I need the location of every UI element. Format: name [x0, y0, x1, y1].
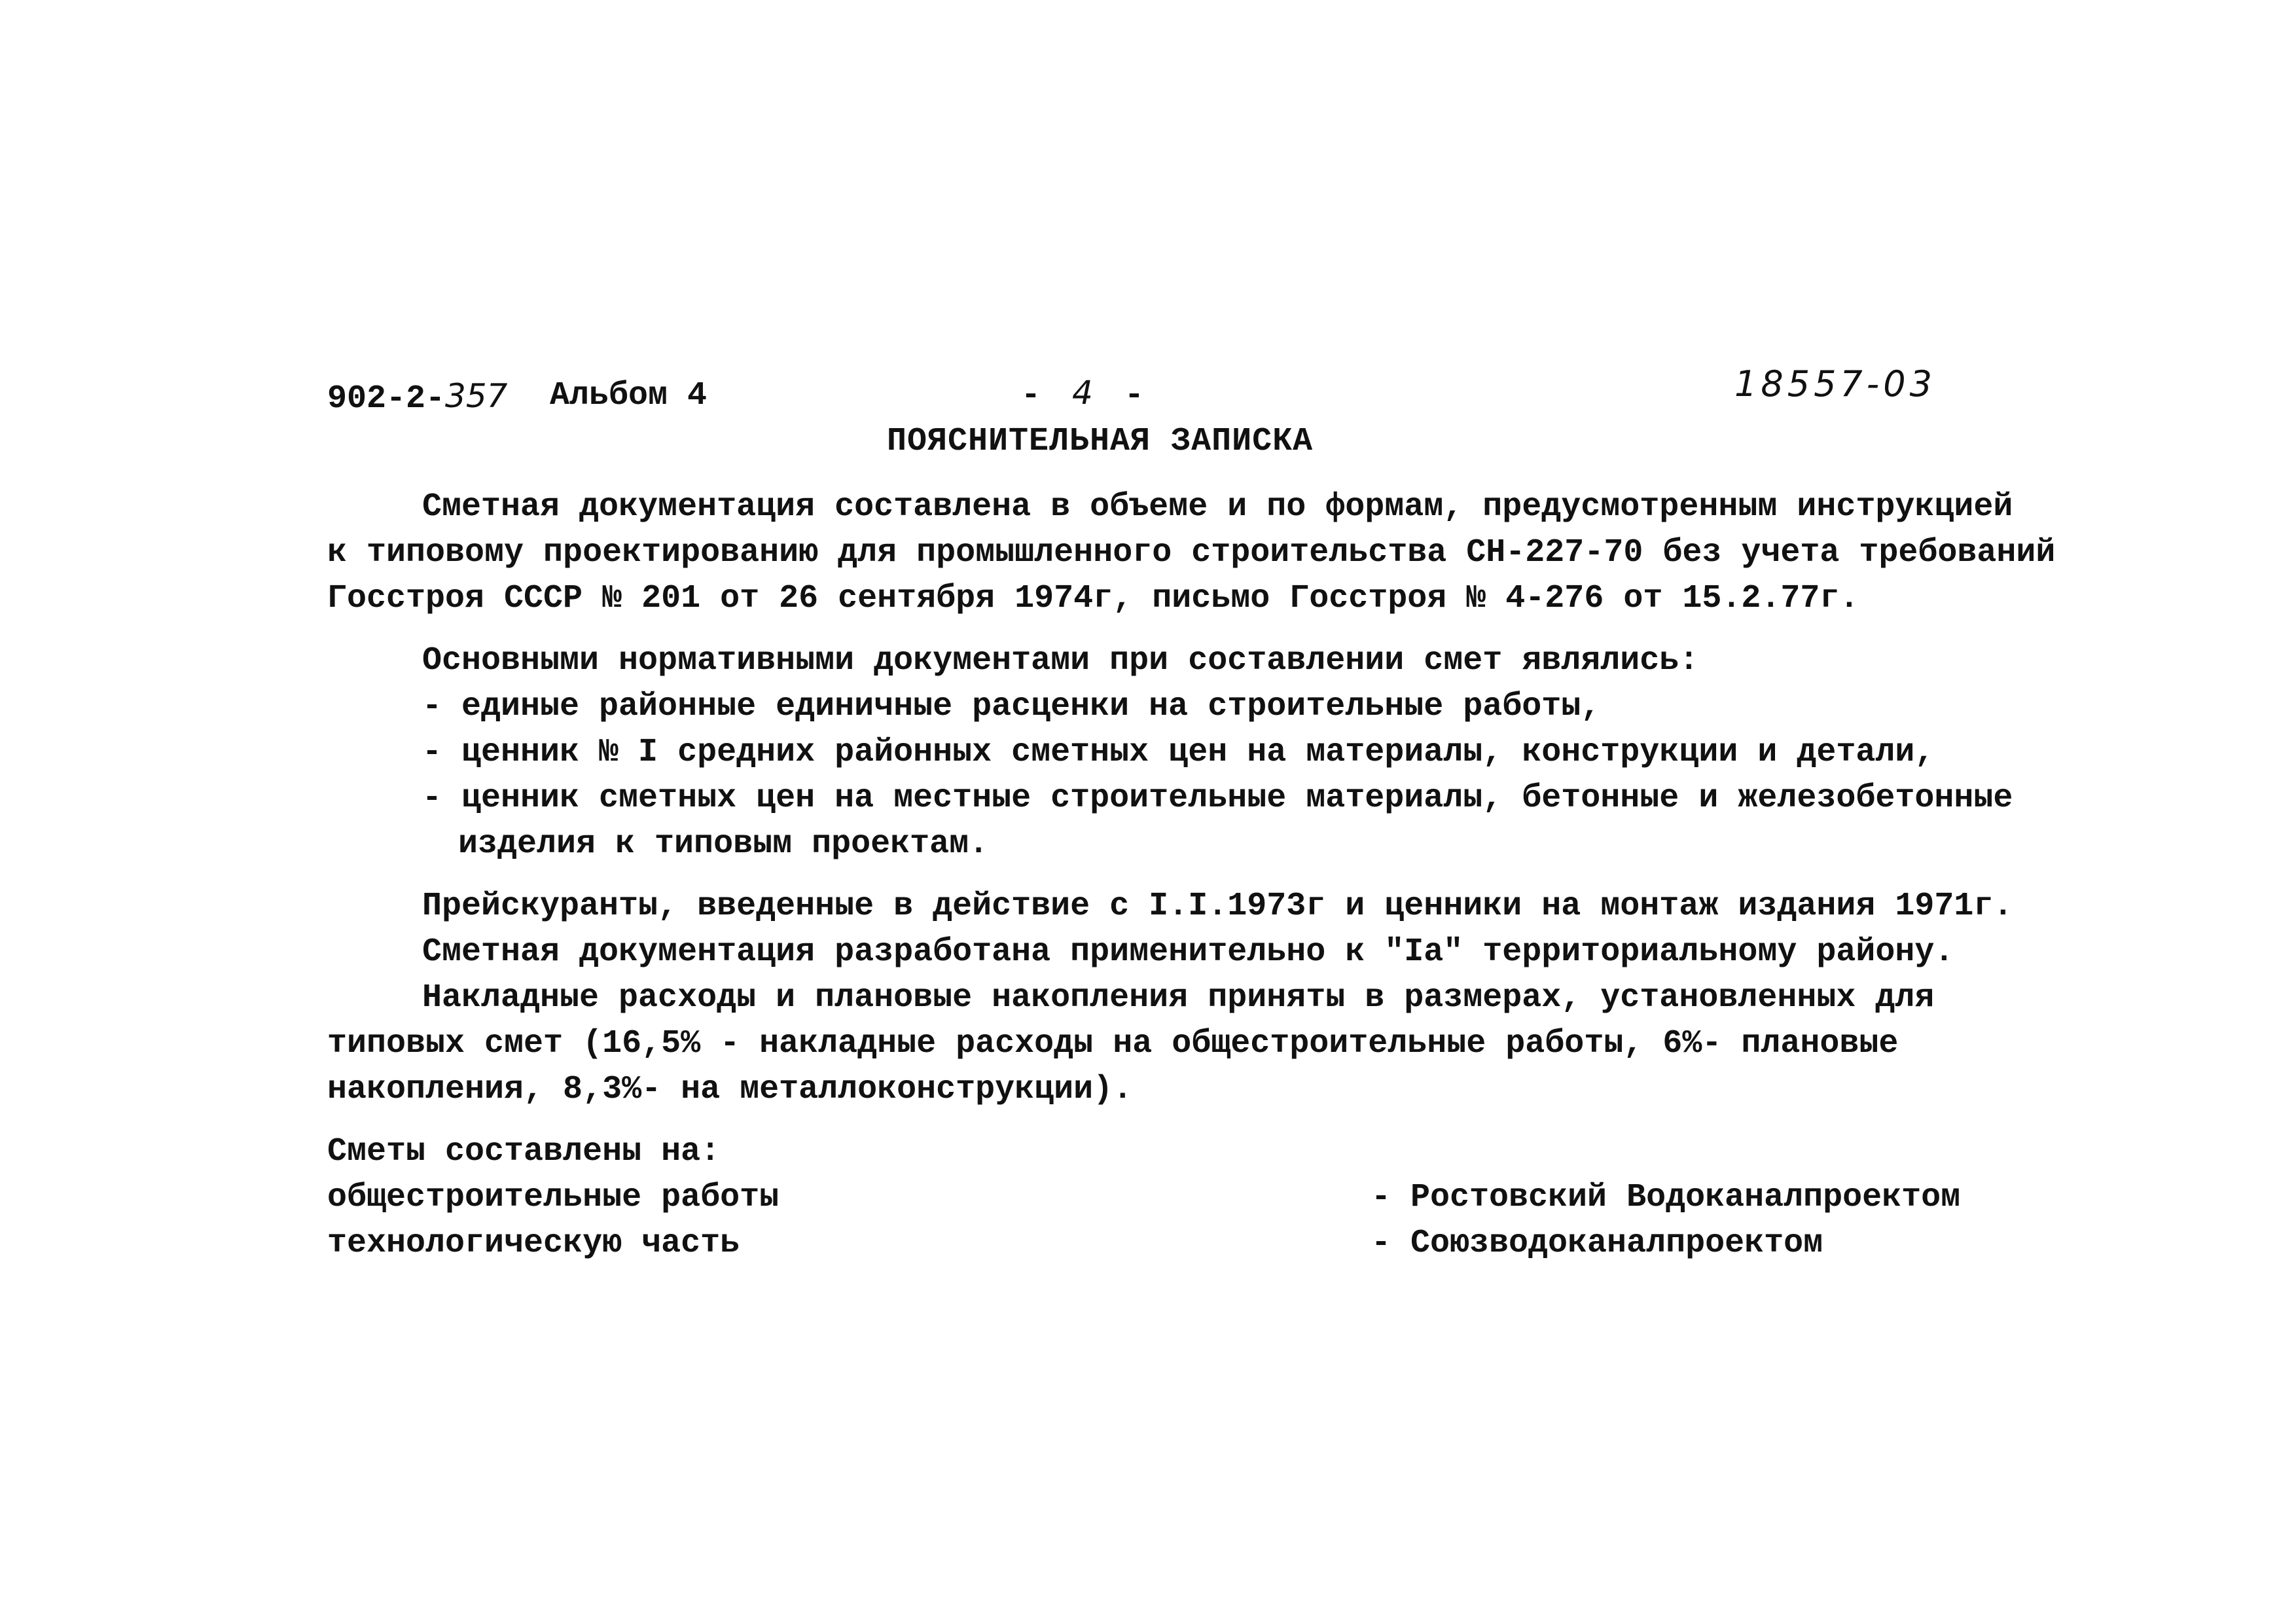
overheads-line-3: накопления, 8,3%- на металлоконструкции). [327, 1071, 1133, 1108]
page-title: ПОЯСНИТЕЛЬНАЯ ЗАПИСКА [887, 423, 1314, 460]
overheads-line-2: типовых смет (16,5% - накладные расходы на общестроительные работы, 6%- плановые [327, 1025, 1899, 1062]
page-dash-left: - [1021, 377, 1041, 414]
norm-docs-item-3-continued: изделия к типовым проектам. [458, 825, 989, 863]
estimates-lead: Сметы составлены на: [327, 1133, 721, 1170]
album-label: Альбом 4 [550, 377, 708, 414]
territorial-region-line: Сметная документация разработана применительно к "Iа" территориальному району. [422, 933, 1954, 971]
page-number [1021, 370, 1144, 419]
document-code-printed: 902-2- [327, 380, 446, 418]
document-code-handwritten: 357 [445, 377, 508, 415]
overheads-line-1: Накладные расходы и плановые накопления приняты в размерах, установленных для [422, 979, 1935, 1017]
estimate-org-2: - Союзводоканалпроектом [1371, 1225, 1823, 1262]
norm-docs-item-2: - ценник № I средних районных сметных цен на материалы, конструкции и детали, [422, 734, 1935, 771]
estimate-org-1: - Ростовский Водоканалпроектом [1371, 1179, 1961, 1216]
price-lists-line: Прейскуранты, введенные в действие с I.I.1973г и ценники на монтаж издания 1971г. [422, 888, 2013, 925]
intro-line-1: Сметная документация составлена в объеме и по формам, предусмотренным инструкцией [422, 488, 2013, 526]
norm-docs-lead: Основными нормативными документами при составлении смет являлись: [422, 642, 1699, 679]
intro-line-2: к типовому проектированию для промышленного строительства СН-227-70 без учета требований [327, 534, 2056, 571]
document-code [327, 373, 507, 422]
intro-line-3: Госстроя СССР № 201 от 26 сентября 1974г, письмо Госстроя № 4-276 от 15.2.77г. [327, 580, 1859, 617]
page-number-handwritten: 4 [1072, 374, 1093, 412]
page-dash-right: - [1124, 377, 1144, 414]
estimate-work-1: общестроительные работы [327, 1179, 780, 1216]
norm-docs-item-1: - единые районные единичные расценки на строительные работы, [422, 688, 1601, 725]
norm-docs-item-3: - ценник сметных цен на местные строительные материалы, бетонные и железобетонные [422, 780, 2013, 817]
archive-number: 18557-03 [1734, 363, 1936, 405]
estimate-work-2: технологическую часть [327, 1225, 740, 1262]
